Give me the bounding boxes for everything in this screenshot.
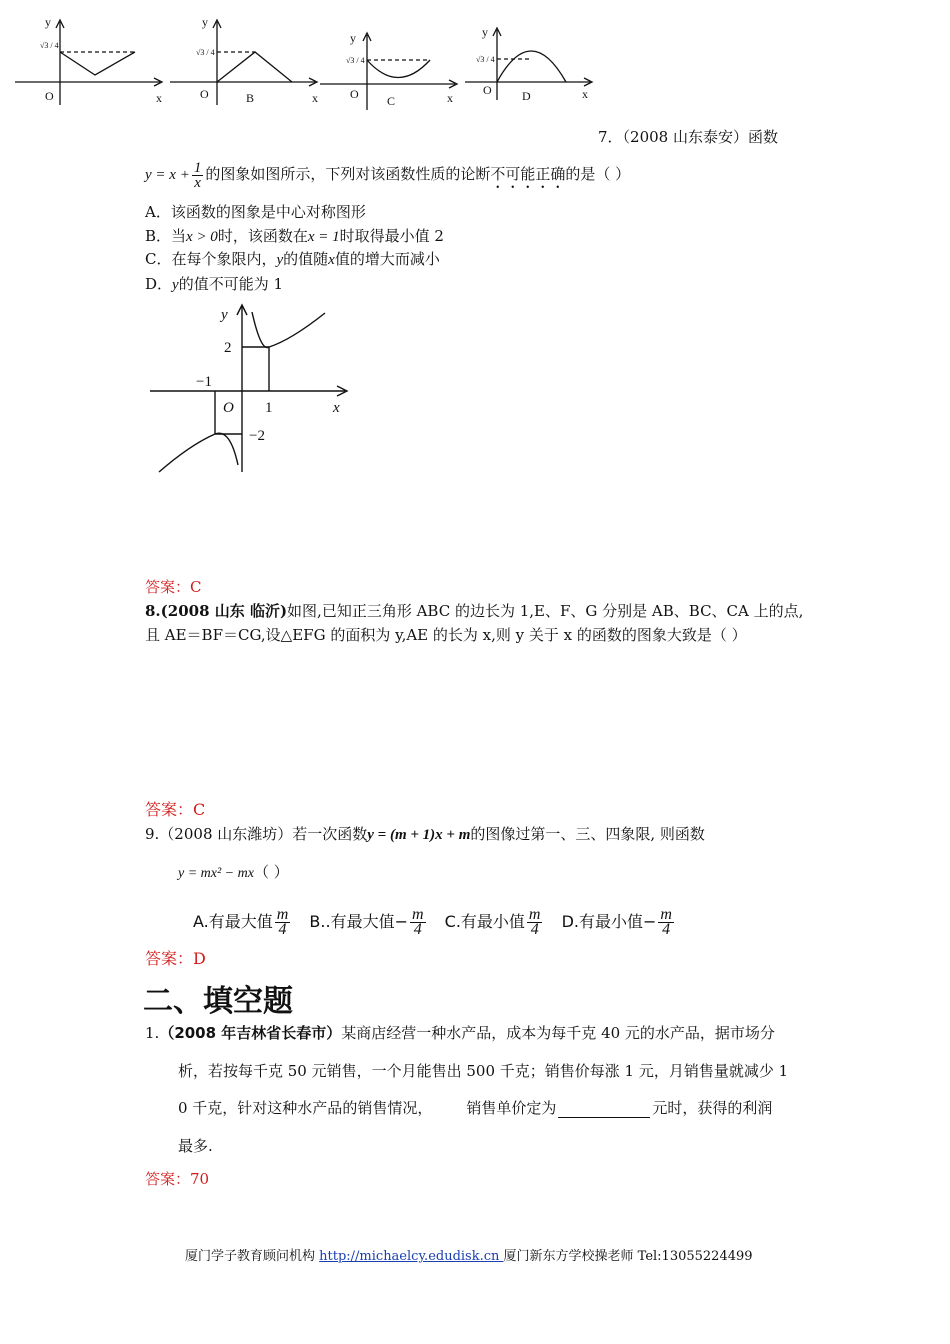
graph-a-origin: O [45,89,54,103]
q9-answer: 答案：D [145,949,206,968]
graph-c-y-label: y [350,31,356,45]
footer-prefix: 厦门学子教育顾问机构 [185,1249,320,1264]
q9-options: A.有最大值 $\frac{m}{4}$ B..有最大值− $\frac{m}{4}$ C.有最小值 $\frac{m}{4}$ D.有最小值− $\frac{m}{4}$ [193,906,672,938]
q8-line-2: 且 AE＝BF＝CG,设△EFG 的面积为 y,AE 的长为 x,则 y 关于 x 的函数的图象大致是（ ） [145,626,747,644]
graph-b-origin: O [200,87,209,101]
option-graphs [10,10,600,110]
fill1-line-2: 析，若按每千克 50 元销售，一个月能售出 500 千克；销售价每涨 1 元，月销售量就减少 1 [178,1062,789,1080]
fill1-line-1: 1.（2008 年吉林省长春市）某商店经营一种水产品，成本为每千克 40 元的水产品，据市场分 [145,1024,775,1042]
q7-graph-tick-2: 2 [224,340,232,356]
q7-graph-tick-neg2: −2 [249,428,265,444]
q7-function-lhs: y = x + [145,167,190,183]
graph-c-sqrt3-over-4: √3 / 4 [346,56,365,65]
graph-d-x-label: x [582,87,588,101]
graph-a-x-label: x [156,91,162,105]
fill1-line-4: 最多. [178,1137,213,1155]
q9-option-b-frac: $\frac{m}{4}$ [411,906,424,938]
q7-graph-origin: O [223,400,234,416]
q7-emphasis: 不可能正确 [490,165,566,183]
footer-link[interactable]: http://michaelcy.edudisk.cn [319,1249,504,1264]
q9-linear-function: y = (m + 1)x + m [367,827,471,843]
q9-option-a: A.有最大值 [193,912,273,931]
fill1-answer: 答案：70 [145,1170,210,1188]
q7-stem: y = x + $\frac{1}{x}$ 的图象如图所示，下列对该函数性质的论断不可能正确的是（ ） [145,159,631,191]
q9-quadratic-function: y = mx² − mx [178,866,254,881]
fill1-source: （2008 年吉林省长春市） [159,1024,342,1042]
q7-option-b: B．当x > 0时，该函数在x = 1时取得最小值 2 [145,227,444,245]
graph-b [170,20,317,105]
q9-option-a-frac: $\frac{m}{4}$ [276,906,289,938]
graph-a-sqrt3-over-4: √3 / 4 [40,41,59,50]
graph-b-sqrt3-over-4: √3 / 4 [196,48,215,57]
footer-suffix: 厦门新东方学校操老师 Tel:13055224499 [503,1249,753,1264]
q7-graph-y-label: y [221,307,228,323]
graph-a [15,20,162,105]
q7-option-c: C．在每个象限内，y的值随x值的增大而减小 [145,250,440,268]
q7-graph-x-label: x [333,400,340,416]
q7-option-a: A．该函数的图象是中心对称图形 [145,203,366,221]
q7-graph-tick-1: 1 [265,400,273,416]
fill1-answer-blank[interactable] [558,1101,650,1118]
graph-d-y-label: y [482,25,488,39]
graph-c-x-label: x [447,91,453,105]
graph-d-sqrt3-over-4: √3 / 4 [476,55,495,64]
graph-c-origin: O [350,87,359,101]
graph-b-x-label: x [312,91,318,105]
q9-option-b: B..有最大值 [309,912,395,931]
q7-header: 7．（2008 山东泰安）函数 [598,128,778,146]
graph-c-option-label: C [387,94,396,108]
q9-option-c-frac: $\frac{m}{4}$ [528,906,541,938]
q8-label: 8.(2008 山东 临沂) [145,602,288,620]
q7-function-fraction: $\frac{1}{x}$ [193,159,202,191]
q9-line-2: y = mx² − mx（ ） [178,863,289,881]
fill1-line-3: 0 千克，针对这种水产品的销售情况， 销售单价定为 元时，获得的利润 [178,1099,773,1117]
footer [185,1247,753,1267]
q7-graph [145,300,355,480]
graph-d-option-label: D [522,89,531,103]
q8-answer: 答案：C [145,800,206,819]
q9-option-d: D.有最小值 [561,912,643,931]
q7-graph-tick-neg1: −1 [196,374,212,390]
q8-line-1: 8.(2008 山东 临沂)如图,已知正三角形 ABC 的边长为 1,E、F、G 分别是 AB、BC、CA 上的点, [145,602,804,620]
q9-option-d-frac: $\frac{m}{4}$ [660,906,672,938]
q9-line-1: 9.（2008 山东潍坊）若一次函数y = (m + 1)x + m的图像过第一、三、四象限, 则函数 [145,825,705,843]
q9-option-c: C.有最小值 [444,912,525,931]
graph-d-origin: O [483,83,492,97]
graph-b-y-label: y [202,15,208,29]
q7-option-d: D．y的值不可能为 1 [145,275,284,293]
graph-a-y-label: y [45,15,51,29]
q7-answer: 答案：C [145,578,202,596]
section-title: 二、填空题 [143,984,293,1019]
graph-b-option-label: B [246,91,255,105]
